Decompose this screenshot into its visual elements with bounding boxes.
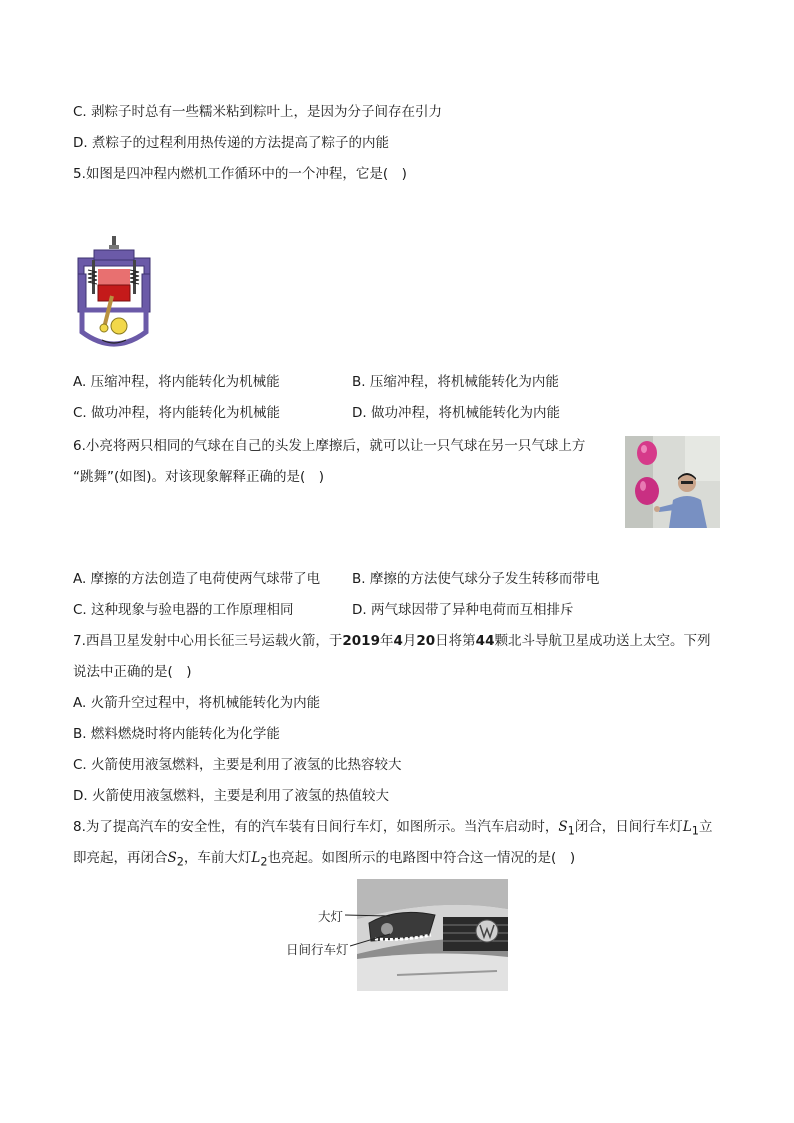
q7-option-b: B. 燃料燃烧时将内能转化为化学能 — [73, 726, 280, 742]
q6-stem-line1: 6.小亮将两只相同的气球在自己的头发上摩擦后，就可以让一只气球在另一只气球上方 — [73, 438, 586, 454]
q7-stem-line1: 7.西昌卫星发射中心用长征三号运载火箭，于2019年4月20日将第44颗北斗导航卫星成功送上太空。下列 — [73, 633, 711, 649]
q5-option-a: A. 压缩冲程，将内能转化为机械能 — [73, 374, 280, 390]
balloon-photo — [625, 436, 720, 528]
q4-option-d: D. 煮粽子的过程利用热传递的方法提高了粽子的内能 — [73, 135, 389, 151]
q8-stem-line2: 即亮起，再闭合$S_2$，车前大灯$L_2$也亮起。如图所示的电路图中符合这一情况的是( ) — [73, 850, 576, 869]
engine-stroke-figure — [74, 236, 154, 354]
q6-option-c: C. 这种现象与验电器的工作原理相同 — [73, 602, 294, 618]
q5-option-d: D. 做功冲程，将机械能转化为内能 — [352, 405, 560, 421]
q7-option-c: C. 火箭使用液氢燃料，主要是利用了液氢的比热容较大 — [73, 757, 402, 773]
q5-stem: 5.如图是四冲程内燃机工作循环中的一个冲程，它是( ) — [73, 166, 407, 182]
q8-stem-line1: 8.为了提高汽车的安全性，有的汽车装有日间行车灯，如图所示。当汽车启动时，$S_1$闭合，日间行车灯$L_1$立 — [73, 819, 713, 838]
q4-option-c: C. 剥粽子时总有一些糯米粘到粽叶上，是因为分子间存在引力 — [73, 104, 443, 120]
q6-stem-line2: “跳舞”(如图)。对该现象解释正确的是( ) — [73, 469, 325, 485]
q5-option-c: C. 做功冲程，将内能转化为机械能 — [73, 405, 281, 421]
drl-leader-line — [350, 932, 390, 948]
q6-option-a: A. 摩擦的方法创造了电荷使两气球带了电 — [73, 571, 321, 587]
q6-option-d: D. 两气球因带了异种电荷而互相排斥 — [352, 602, 574, 618]
label-daytime-running-light: 日间行车灯 — [286, 942, 349, 957]
label-headlight: 大灯 — [318, 909, 344, 924]
q7-option-a: A. 火箭升空过程中，将机械能转化为内能 — [73, 695, 321, 711]
q7-option-d: D. 火箭使用液氢燃料，主要是利用了液氢的热值较大 — [73, 788, 389, 804]
q6-option-b: B. 摩擦的方法使气球分子发生转移而带电 — [352, 571, 600, 587]
q7-stem-line2: 说法中正确的是( ) — [73, 664, 192, 680]
headlight-leader-line — [345, 913, 390, 919]
q5-option-b: B. 压缩冲程，将机械能转化为内能 — [352, 374, 559, 390]
